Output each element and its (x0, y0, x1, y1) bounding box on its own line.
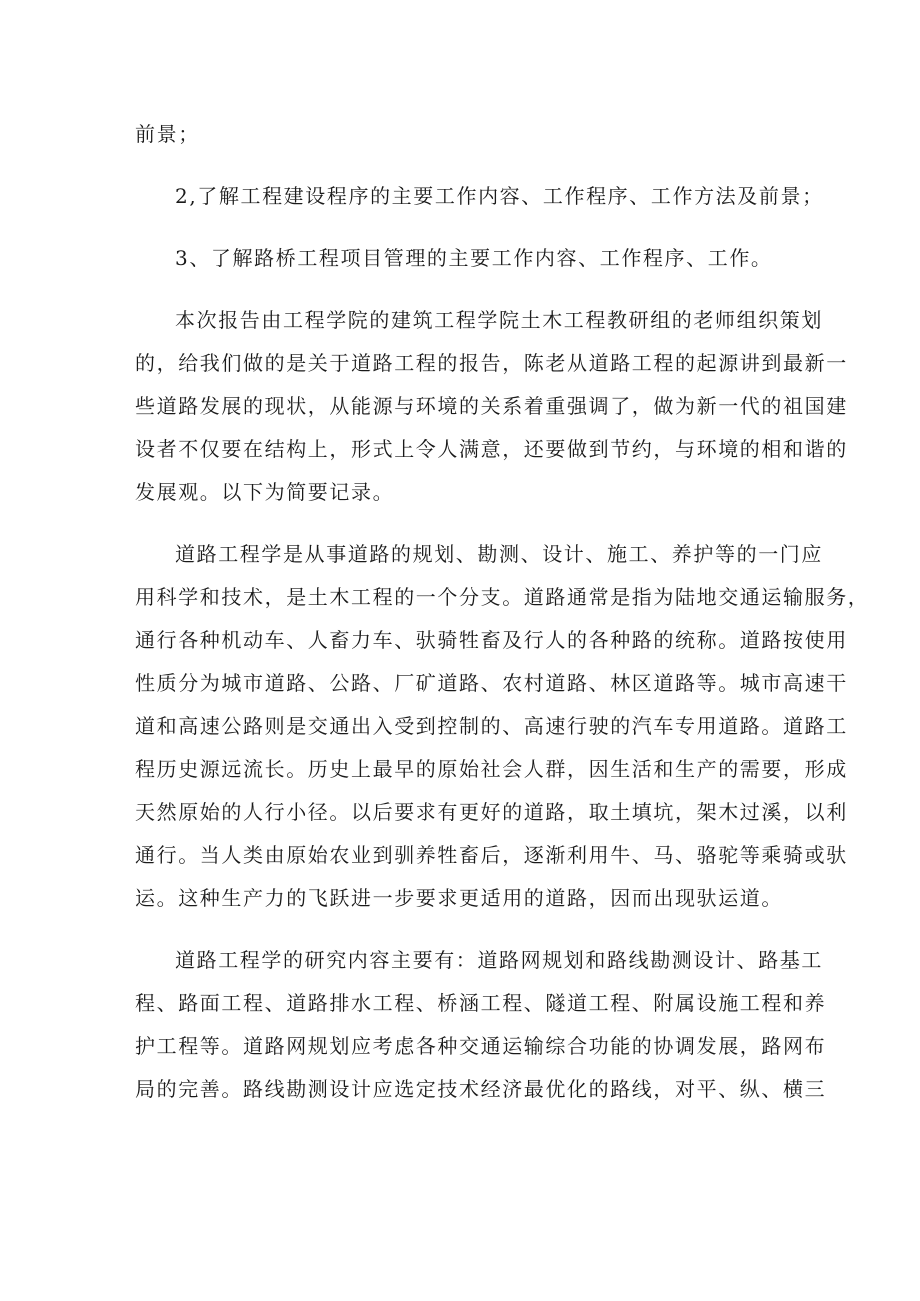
text-line: 天然原始的人行小径。以后要求有更好的道路，取土填坑，架木过溪，以利 (135, 800, 848, 824)
text-line: 通行。当人类由原始农业到驯养牲畜后，逐渐利用牛、马、骆驼等乘骑或驮 (135, 843, 848, 867)
text-line: 程、路面工程、道路排水工程、桥涵工程、隧道工程、附属设施工程和养 (135, 991, 827, 1015)
paragraph-continuation (135, 113, 792, 156)
document-page (135, 113, 870, 1111)
text-line: 性质分为城市道路、公路、厂矿道路、农村道路、林区道路等。城市高速干 (135, 671, 848, 695)
paragraph-item-3 (135, 237, 792, 280)
text-line: 通行各种机动车、人畜力车、驮骑牲畜及行人的各种路的统称。道路按使用 (135, 628, 848, 652)
text-line: 用科学和技术，是土木工程的一个分支。道路通常是指为陆地交通运输服务， (135, 585, 870, 609)
text-line: 护工程等。道路网规划应考虑各种交通运输综合功能的协调发展，路网布 (135, 1034, 827, 1058)
text-line: 道路工程学是从事道路的规划、勘测、设计、施工、养护等的一门应 (175, 542, 823, 566)
text-line: 道和高速公路则是交通出入受到控制的、高速行驶的汽车专用道路。道路工 (135, 714, 848, 738)
text-line: 本次报告由工程学院的建筑工程学院土木工程教研组的老师组织策划 (175, 308, 823, 332)
text-line: 3、了解路桥工程项目管理的主要工作内容、工作程序、工作。 (175, 246, 773, 270)
paragraph-research-content (135, 939, 827, 1111)
paragraph-report-intro (135, 299, 848, 514)
text-line: 些道路发展的现状，从能源与环境的关系着重强调了，做为新一代的祖国建 (135, 394, 848, 418)
text-line: 2,了解工程建设程序的主要工作内容、工作程序、工作方法及前景； (175, 184, 824, 208)
text-line: 道路工程学的研究内容主要有：道路网规划和路线勘测设计、路基工 (175, 948, 823, 972)
text-line: 局的完善。路线勘测设计应选定技术经济最优化的路线，对平、纵、横三 (135, 1077, 827, 1101)
text-line: 的，给我们做的是关于道路工程的报告，陈老从道路工程的起源讲到最新一 (135, 351, 848, 375)
paragraph-item-2 (135, 175, 824, 218)
text-line: 发展观。以下为简要记录。 (135, 480, 395, 504)
paragraph-road-engineering-definition (135, 533, 870, 920)
text-line: 程历史源远流长。历史上最早的原始社会人群，因生活和生产的需要，形成 (135, 757, 848, 781)
text-line: 前景； (135, 122, 200, 146)
text-line: 运。这种生产力的飞跃进一步要求更适用的道路，因而出现驮运道。 (135, 886, 783, 910)
text-line: 设者不仅要在结构上，形式上令人满意，还要做到节约，与环境的相和谐的 (135, 437, 848, 461)
